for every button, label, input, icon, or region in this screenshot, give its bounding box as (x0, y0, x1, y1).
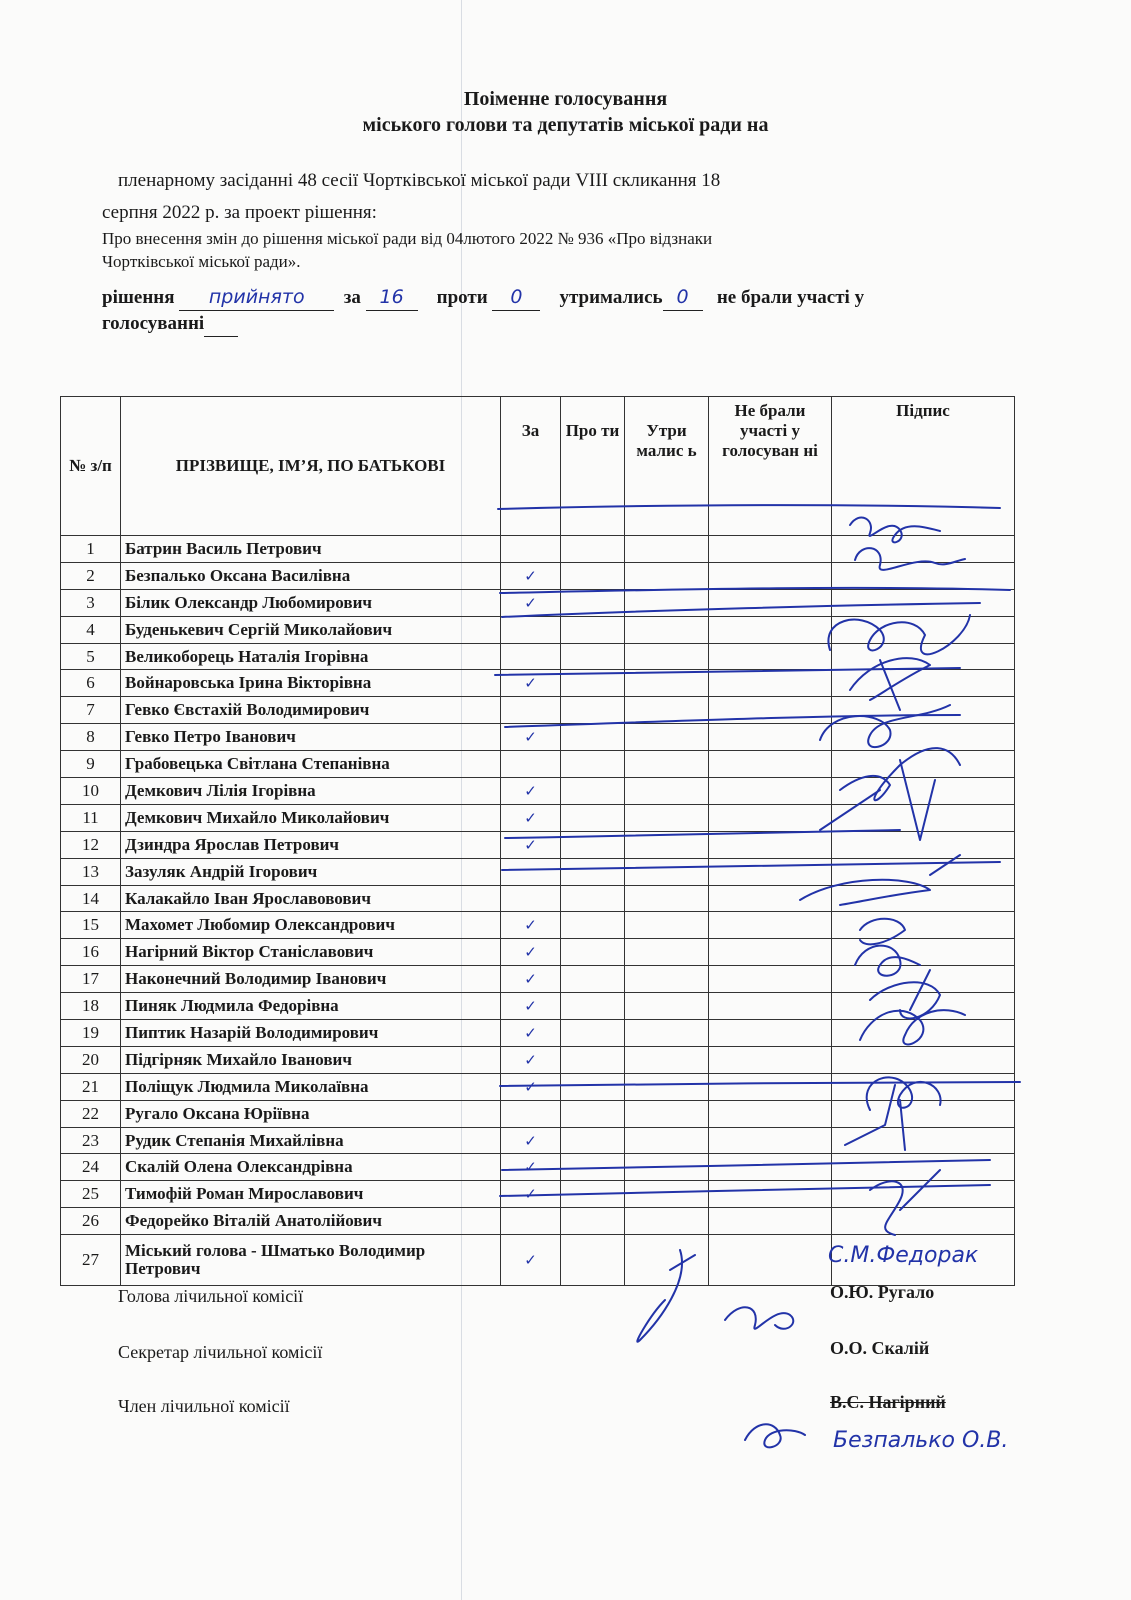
member-name: Гевко Євстахій Володимирович (121, 697, 501, 724)
row-number: 5 (61, 643, 121, 670)
col-against: Про ти (561, 397, 625, 536)
vote-against-cell (561, 751, 625, 778)
vote-abstain-cell (625, 643, 709, 670)
vote-absent-cell (709, 1208, 832, 1235)
vote-absent-cell (709, 1235, 832, 1286)
vote-against-cell (561, 885, 625, 912)
member-name: Буденькевич Сергій Миколайович (121, 616, 501, 643)
signature-cell (832, 616, 1015, 643)
decision-field (179, 285, 334, 311)
vote-absent-cell (709, 1073, 832, 1100)
vote-absent-cell (709, 912, 832, 939)
vote-for-mark (501, 616, 561, 643)
absent-field (204, 311, 238, 337)
row-number: 2 (61, 562, 121, 589)
member-name: Гевко Петро Іванович (121, 724, 501, 751)
row-number: 12 (61, 831, 121, 858)
vote-absent-cell (709, 831, 832, 858)
vote-absent-cell (709, 536, 832, 563)
table-row (61, 858, 1015, 885)
vote-abstain-cell (625, 724, 709, 751)
vote-for-mark: ✓ (501, 1046, 561, 1073)
vote-absent-cell (709, 697, 832, 724)
vote-against-cell (561, 1100, 625, 1127)
row-number: 9 (61, 751, 121, 778)
table-row (61, 1100, 1015, 1127)
row-number: 24 (61, 1154, 121, 1181)
abstain-value: 0 (676, 286, 689, 308)
signature-cell (832, 589, 1015, 616)
result-line (102, 285, 1012, 311)
vote-abstain-cell (625, 1154, 709, 1181)
table-row (61, 643, 1015, 670)
vote-abstain-cell (625, 670, 709, 697)
vote-absent-cell (709, 562, 832, 589)
vote-abstain-cell (625, 562, 709, 589)
vote-against-cell (561, 1020, 625, 1047)
table-row (61, 831, 1015, 858)
member-name: Федорейко Віталій Анатолійович (121, 1208, 501, 1235)
vote-for-mark: ✓ (501, 804, 561, 831)
member-name: Білик Олександр Любомирович (121, 589, 501, 616)
signature-cell (832, 643, 1015, 670)
for-label: за (343, 287, 361, 308)
vote-for-mark: ✓ (501, 724, 561, 751)
vote-absent-cell (709, 643, 832, 670)
vote-for-mark (501, 751, 561, 778)
vote-absent-cell (709, 778, 832, 805)
table-row (61, 993, 1015, 1020)
vote-against-cell (561, 536, 625, 563)
member-name: Великоборець Наталія Ігорівна (121, 643, 501, 670)
vote-for-mark: ✓ (501, 1181, 561, 1208)
member-name: Скалій Олена Олександрівна (121, 1154, 501, 1181)
signature-cell (832, 912, 1015, 939)
signature-cell (832, 562, 1015, 589)
vote-absent-cell (709, 804, 832, 831)
vote-absent-cell (709, 1046, 832, 1073)
row-number: 4 (61, 616, 121, 643)
table-row (61, 1181, 1015, 1208)
project-title-line-1: Про внесення змін до рішення міської ради від 04лютого 2022 № 936 «Про відзнаки (102, 229, 713, 248)
signature-cell (832, 697, 1015, 724)
vote-abstain-cell (625, 1100, 709, 1127)
member-name: Нагірний Віктор Станіславович (121, 939, 501, 966)
vote-absent-cell (709, 1181, 832, 1208)
member-name: Войнаровська Ірина Вікторівна (121, 670, 501, 697)
vote-absent-cell (709, 1127, 832, 1154)
signature-cell (832, 1154, 1015, 1181)
signature-cell (832, 1208, 1015, 1235)
vote-abstain-cell (625, 1046, 709, 1073)
table-row (61, 670, 1015, 697)
vote-abstain-cell (625, 1127, 709, 1154)
decision-label: рішення (102, 287, 175, 308)
vote-absent-cell (709, 589, 832, 616)
row-number: 7 (61, 697, 121, 724)
signature-cell (832, 1181, 1015, 1208)
vote-for-mark: ✓ (501, 778, 561, 805)
signature-cell (832, 1235, 1015, 1286)
vote-against-cell (561, 804, 625, 831)
vote-against-cell (561, 778, 625, 805)
row-number: 26 (61, 1208, 121, 1235)
vote-abstain-cell (625, 966, 709, 993)
table-header-row (61, 397, 1015, 536)
vote-absent-cell (709, 1154, 832, 1181)
vote-against-cell (561, 993, 625, 1020)
vote-for-mark: ✓ (501, 939, 561, 966)
absent-label-2: голосуванні (102, 313, 205, 334)
vote-for-mark (501, 1100, 561, 1127)
row-number: 18 (61, 993, 121, 1020)
col-num: № з/п (61, 397, 121, 536)
vote-abstain-cell (625, 536, 709, 563)
signature-cell (832, 1046, 1015, 1073)
session-line-2: серпня 2022 р. за проект рішення: (102, 202, 377, 223)
row-number: 22 (61, 1100, 121, 1127)
vote-abstain-cell (625, 912, 709, 939)
row-number: 19 (61, 1020, 121, 1047)
vote-absent-cell (709, 724, 832, 751)
vote-absent-cell (709, 966, 832, 993)
table-row (61, 939, 1015, 966)
member-name: Тимофій Роман Мирославович (121, 1181, 501, 1208)
vote-absent-cell (709, 993, 832, 1020)
vote-for-mark: ✓ (501, 1073, 561, 1100)
vote-for-mark: ✓ (501, 1127, 561, 1154)
vote-for-mark: ✓ (501, 589, 561, 616)
table-row (61, 912, 1015, 939)
table-row (61, 589, 1015, 616)
member-name: В.С. Нагірний (830, 1392, 946, 1412)
table-row (61, 1073, 1015, 1100)
for-field (366, 285, 418, 311)
absent-line-2 (102, 311, 238, 337)
col-for: За (501, 397, 561, 536)
vote-against-cell (561, 1154, 625, 1181)
vote-abstain-cell (625, 804, 709, 831)
table-row (61, 1127, 1015, 1154)
document-subtitle: міського голови та депутатів міської ради на (362, 114, 769, 136)
vote-abstain-cell (625, 1073, 709, 1100)
table-row (61, 778, 1015, 805)
vote-against-cell (561, 589, 625, 616)
table-row (61, 885, 1015, 912)
handwritten-name-2: Безпалько О.В. (833, 1428, 1009, 1453)
vote-absent-cell (709, 858, 832, 885)
col-signature: Підпис (832, 397, 1015, 536)
vote-abstain-cell (625, 1235, 709, 1286)
secretary-label: Секретар лічильної комісії (118, 1342, 323, 1362)
row-number: 11 (61, 804, 121, 831)
member-name: Поліщук Людмила Миколаївна (121, 1073, 501, 1100)
vote-against-cell (561, 831, 625, 858)
table-row (61, 724, 1015, 751)
vote-abstain-cell (625, 751, 709, 778)
vote-for-mark: ✓ (501, 1020, 561, 1047)
member-name: Наконечний Володимир Іванович (121, 966, 501, 993)
document-title: Поіменне голосування (463, 88, 668, 110)
against-field (492, 285, 540, 311)
table-row (61, 697, 1015, 724)
vote-abstain-cell (625, 616, 709, 643)
signature-cell (832, 858, 1015, 885)
decision-value: прийнято (208, 286, 305, 308)
member-name: Міський голова - Шматько Володимир Петрович (121, 1235, 501, 1286)
vote-for-mark (501, 536, 561, 563)
signature-cell (832, 724, 1015, 751)
table-row (61, 1020, 1015, 1047)
against-label: проти (436, 287, 488, 308)
col-absent: Не брали участі у голосуван ні (709, 397, 832, 536)
chair-name: О.Ю. Ругало (830, 1282, 935, 1302)
vote-abstain-cell (625, 697, 709, 724)
signature-cell (832, 804, 1015, 831)
row-number: 20 (61, 1046, 121, 1073)
signature-cell (832, 1073, 1015, 1100)
member-name: Рудик Степанія Михайлівна (121, 1127, 501, 1154)
vote-against-cell (561, 697, 625, 724)
member-name: Грабовецька Світлана Степанівна (121, 751, 501, 778)
for-value: 16 (379, 286, 404, 308)
vote-abstain-cell (625, 778, 709, 805)
row-number: 15 (61, 912, 121, 939)
vote-for-mark: ✓ (501, 670, 561, 697)
row-number: 17 (61, 966, 121, 993)
table-row (61, 966, 1015, 993)
vote-for-mark (501, 697, 561, 724)
vote-against-cell (561, 1046, 625, 1073)
vote-for-mark (501, 885, 561, 912)
vote-for-mark: ✓ (501, 562, 561, 589)
member-name: Махомет Любомир Олександрович (121, 912, 501, 939)
vote-against-cell (561, 1073, 625, 1100)
row-number: 13 (61, 858, 121, 885)
vote-abstain-cell (625, 589, 709, 616)
signature-cell (832, 778, 1015, 805)
row-number: 14 (61, 885, 121, 912)
signature-cell (832, 966, 1015, 993)
member-name: Зазуляк Андрій Ігорович (121, 858, 501, 885)
signature-cell (832, 831, 1015, 858)
vote-abstain-cell (625, 939, 709, 966)
signature-scribble (745, 1424, 805, 1447)
row-number: 23 (61, 1127, 121, 1154)
vote-absent-cell (709, 1100, 832, 1127)
vote-for-mark: ✓ (501, 912, 561, 939)
signature-cell (832, 993, 1015, 1020)
member-name: Демкович Лілія Ігорівна (121, 778, 501, 805)
vote-abstain-cell (625, 885, 709, 912)
vote-absent-cell (709, 616, 832, 643)
handwritten-name-1: С.М.Федорак (828, 1243, 979, 1268)
signature-cell (832, 751, 1015, 778)
vote-for-mark: ✓ (501, 966, 561, 993)
vote-abstain-cell (625, 1020, 709, 1047)
vote-abstain-cell (625, 831, 709, 858)
vote-for-mark (501, 643, 561, 670)
vote-abstain-cell (625, 858, 709, 885)
member-name: Ругало Оксана Юріївна (121, 1100, 501, 1127)
row-number: 27 (61, 1235, 121, 1286)
signature-cell (832, 885, 1015, 912)
vote-absent-cell (709, 751, 832, 778)
vote-against-cell (561, 912, 625, 939)
vote-absent-cell (709, 670, 832, 697)
chair-label: Голова лічильної комісії (118, 1286, 304, 1306)
vote-abstain-cell (625, 1181, 709, 1208)
against-value: 0 (510, 286, 523, 308)
member-name: Підгірняк Михайло Іванович (121, 1046, 501, 1073)
member-name: Калакайло Іван Ярославовович (121, 885, 501, 912)
secretary-name: О.О. Скалій (830, 1338, 930, 1358)
member-name: Пиняк Людмила Федорівна (121, 993, 501, 1020)
vote-against-cell (561, 616, 625, 643)
absent-label: не брали участі у (716, 287, 865, 308)
table-row (61, 1154, 1015, 1181)
member-name: Демкович Михайло Миколайович (121, 804, 501, 831)
vote-against-cell (561, 1208, 625, 1235)
table-row (61, 616, 1015, 643)
row-number: 8 (61, 724, 121, 751)
signature-cell (832, 536, 1015, 563)
signature-cell (832, 670, 1015, 697)
member-name: Пиптик Назарій Володимирович (121, 1020, 501, 1047)
vote-against-cell (561, 562, 625, 589)
signature-cell (832, 1127, 1015, 1154)
row-number: 21 (61, 1073, 121, 1100)
vote-against-cell (561, 1127, 625, 1154)
member-name: Безпалько Оксана Василівна (121, 562, 501, 589)
row-number: 25 (61, 1181, 121, 1208)
vote-abstain-cell (625, 1208, 709, 1235)
row-number: 3 (61, 589, 121, 616)
row-number: 1 (61, 536, 121, 563)
row-number: 6 (61, 670, 121, 697)
vote-for-mark: ✓ (501, 1154, 561, 1181)
vote-against-cell (561, 643, 625, 670)
table-row (61, 562, 1015, 589)
table-row (61, 804, 1015, 831)
vote-for-mark (501, 1208, 561, 1235)
vote-for-mark: ✓ (501, 993, 561, 1020)
vote-against-cell (561, 724, 625, 751)
vote-against-cell (561, 858, 625, 885)
table-row (61, 1208, 1015, 1235)
vote-abstain-cell (625, 993, 709, 1020)
vote-absent-cell (709, 1020, 832, 1047)
table-row (61, 1046, 1015, 1073)
vote-absent-cell (709, 939, 832, 966)
signature-cell (832, 939, 1015, 966)
signature-cell (832, 1100, 1015, 1127)
vote-against-cell (561, 966, 625, 993)
session-line-1: пленарному засіданні 48 сесії Чортківської міської ради VIII скликання 18 (118, 170, 721, 191)
member-label: Член лічильної комісії (118, 1396, 290, 1416)
table-row (61, 536, 1015, 563)
col-name: ПРІЗВИЩЕ, ІМ’Я, ПО БАТЬКОВІ (121, 397, 501, 536)
abstain-label: утримались (559, 287, 663, 308)
signature-scribble (725, 1307, 793, 1329)
table-row (61, 1235, 1015, 1286)
vote-absent-cell (709, 885, 832, 912)
row-number: 10 (61, 778, 121, 805)
col-abstain: Утри малис ь (625, 397, 709, 536)
signature-cell (832, 1020, 1015, 1047)
vote-against-cell (561, 1181, 625, 1208)
table-row (61, 751, 1015, 778)
vote-for-mark: ✓ (501, 1235, 561, 1286)
vote-for-mark: ✓ (501, 831, 561, 858)
member-name: Батрин Василь Петрович (121, 536, 501, 563)
abstain-field (663, 285, 703, 311)
member-name: Дзиндра Ярослав Петрович (121, 831, 501, 858)
vote-against-cell (561, 939, 625, 966)
vote-against-cell (561, 1235, 625, 1286)
vote-for-mark (501, 858, 561, 885)
project-title-line-2: Чортківської міської ради». (102, 252, 301, 271)
row-number: 16 (61, 939, 121, 966)
roll-call-table (60, 396, 1015, 1286)
vote-against-cell (561, 670, 625, 697)
